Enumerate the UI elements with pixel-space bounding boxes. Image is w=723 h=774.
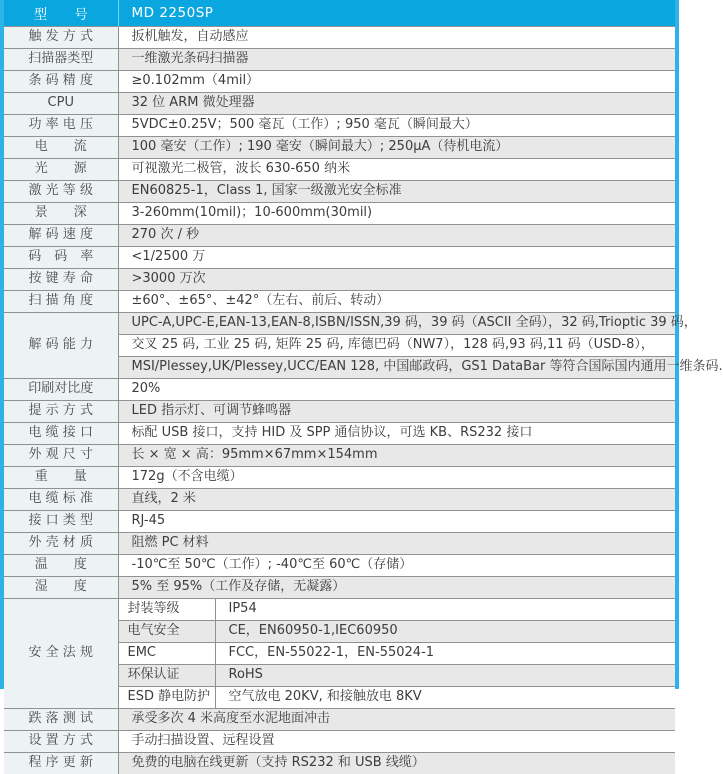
spec-label: 按 键 寿 命	[4, 269, 118, 291]
spec-value: RJ-45	[118, 511, 675, 533]
spec-sub-label: 环保认证	[118, 665, 215, 687]
table-row	[4, 49, 675, 71]
spec-label: 提 示 方 式	[4, 401, 118, 423]
spec-value: CE，EN60950-1,IEC60950	[215, 621, 675, 643]
spec-label: 触 发 方 式	[4, 27, 118, 49]
spec-value: ≥0.102mm（4mil）	[118, 71, 675, 93]
table-row	[4, 709, 675, 731]
table-row	[4, 203, 675, 225]
spec-value: 100 毫安（工作）; 190 毫安（瞬间最大）; 250μA（待机电流）	[118, 137, 675, 159]
spec-sub-label: 电气安全	[118, 621, 215, 643]
table-row	[4, 599, 675, 621]
header-row	[4, 0, 675, 27]
spec-value: 标配 USB 接口，支持 HID 及 SPP 通信协议，可选 KB、RS232 接口	[118, 423, 675, 445]
spec-label: 安 全 法 规	[4, 599, 118, 709]
table-row	[4, 27, 675, 49]
spec-label: 光 源	[4, 159, 118, 181]
spec-label: 湿 度	[4, 577, 118, 599]
spec-sub-label: EMC	[118, 643, 215, 665]
spec-label: 跌 落 测 试	[4, 709, 118, 731]
table-row	[4, 555, 675, 577]
spec-value: >3000 万次	[118, 269, 675, 291]
spec-value: ±60°、±65°、±42°（左右、前后、转动）	[118, 291, 675, 313]
spec-label: 激 光 等 级	[4, 181, 118, 203]
table-row	[4, 313, 675, 335]
spec-value: 交叉 25 码, 工业 25 码, 矩阵 25 码, 库德巴码（NW7），128 码,93 码,11 码（USD-8），	[118, 335, 675, 357]
spec-label: CPU	[4, 93, 118, 115]
table-row	[4, 379, 675, 401]
spec-label: 外 观 尺 寸	[4, 445, 118, 467]
spec-value: EN60825-1，Class 1, 国家一级激光安全标准	[118, 181, 675, 203]
spec-value: 一维激光条码扫描器	[118, 49, 675, 71]
table-row	[4, 247, 675, 269]
spec-value: -10℃至 50℃（工作）; -40℃至 60℃（存储）	[118, 555, 675, 577]
table-row	[4, 467, 675, 489]
spec-label: 扫描器类型	[4, 49, 118, 71]
spec-label: 设 置 方 式	[4, 731, 118, 753]
table-row	[4, 137, 675, 159]
table-row	[4, 181, 675, 203]
table-row	[4, 159, 675, 181]
spec-value: 270 次 / 秒	[118, 225, 675, 247]
table-row	[4, 71, 675, 93]
spec-value: 扳机触发，自动感应	[118, 27, 675, 49]
table-row	[4, 93, 675, 115]
table-row	[4, 225, 675, 247]
spec-sub-label: ESD 静电防护	[118, 687, 215, 709]
spec-label: 景 深	[4, 203, 118, 225]
spec-table-body	[4, 27, 675, 774]
table-row	[4, 577, 675, 599]
spec-value: FCC，EN-55022-1，EN-55024-1	[215, 643, 675, 665]
spec-label: 重 量	[4, 467, 118, 489]
spec-value: 5% 至 95%（工作及存储，无凝露）	[118, 577, 675, 599]
spec-label: 外 壳 材 质	[4, 533, 118, 555]
spec-value: MSI/Plessey,UK/Plessey,UCC/EAN 128, 中国邮政码，GS1 DataBar 等符合国际国内通用一维条码.	[118, 357, 675, 379]
table-row	[4, 401, 675, 423]
table-row	[4, 489, 675, 511]
spec-label: 电 缆 标 准	[4, 489, 118, 511]
spec-sub-label: 封装等级	[118, 599, 215, 621]
table-row	[4, 731, 675, 753]
spec-value: <1/2500 万	[118, 247, 675, 269]
model-header-label: 型 号	[4, 0, 118, 27]
spec-label: 解 码 能 力	[4, 313, 118, 379]
spec-label: 电 缆 接 口	[4, 423, 118, 445]
spec-label: 条 码 精 度	[4, 71, 118, 93]
spec-value: RoHS	[215, 665, 675, 687]
spec-table	[4, 0, 675, 774]
model-header-value: MD 2250SP	[118, 0, 675, 27]
table-row	[4, 445, 675, 467]
table-row	[4, 291, 675, 313]
spec-value: LED 指示灯、可调节蜂鸣器	[118, 401, 675, 423]
spec-value: 空气放电 20KV, 和接触放电 8KV	[215, 687, 675, 709]
spec-value: 承受多次 4 米高度至水泥地面冲击	[118, 709, 675, 731]
spec-value: 阻燃 PC 材料	[118, 533, 675, 555]
spec-value: 32 位 ARM 微处理器	[118, 93, 675, 115]
spec-value: 20%	[118, 379, 675, 401]
spec-value: 可视激光二极管，波长 630-650 纳米	[118, 159, 675, 181]
spec-label: 温 度	[4, 555, 118, 577]
spec-label: 接 口 类 型	[4, 511, 118, 533]
spec-value: 5VDC±0.25V；500 毫瓦（工作）; 950 毫瓦（瞬间最大）	[118, 115, 675, 137]
spec-value: 长 × 宽 × 高：95mm×67mm×154mm	[118, 445, 675, 467]
table-row	[4, 511, 675, 533]
spec-value: UPC-A,UPC-E,EAN-13,EAN-8,ISBN/ISSN,39 码，39 码（ASCII 全码），32 码,Trioptic 39 码，	[118, 313, 675, 335]
spec-label: 扫 描 角 度	[4, 291, 118, 313]
spec-value: 172g（不含电缆）	[118, 467, 675, 489]
table-row	[4, 115, 675, 137]
table-row	[4, 423, 675, 445]
spec-label: 程 序 更 新	[4, 753, 118, 774]
table-row	[4, 269, 675, 291]
spec-value: 直线，2 米	[118, 489, 675, 511]
spec-label: 电 流	[4, 137, 118, 159]
spec-label: 码 码 率	[4, 247, 118, 269]
table-row	[4, 533, 675, 555]
spec-label: 印刷对比度	[4, 379, 118, 401]
spec-value: IP54	[215, 599, 675, 621]
spec-label: 功 率 电 压	[4, 115, 118, 137]
spec-label: 解 码 速 度	[4, 225, 118, 247]
spec-value: 手动扫描设置、远程设置	[118, 731, 675, 753]
spec-value: 免费的电脑在线更新（支持 RS232 和 USB 线缆）	[118, 753, 675, 774]
spec-value: 3-260mm(10mil)；10-600mm(30mil)	[118, 203, 675, 225]
table-row	[4, 753, 675, 774]
